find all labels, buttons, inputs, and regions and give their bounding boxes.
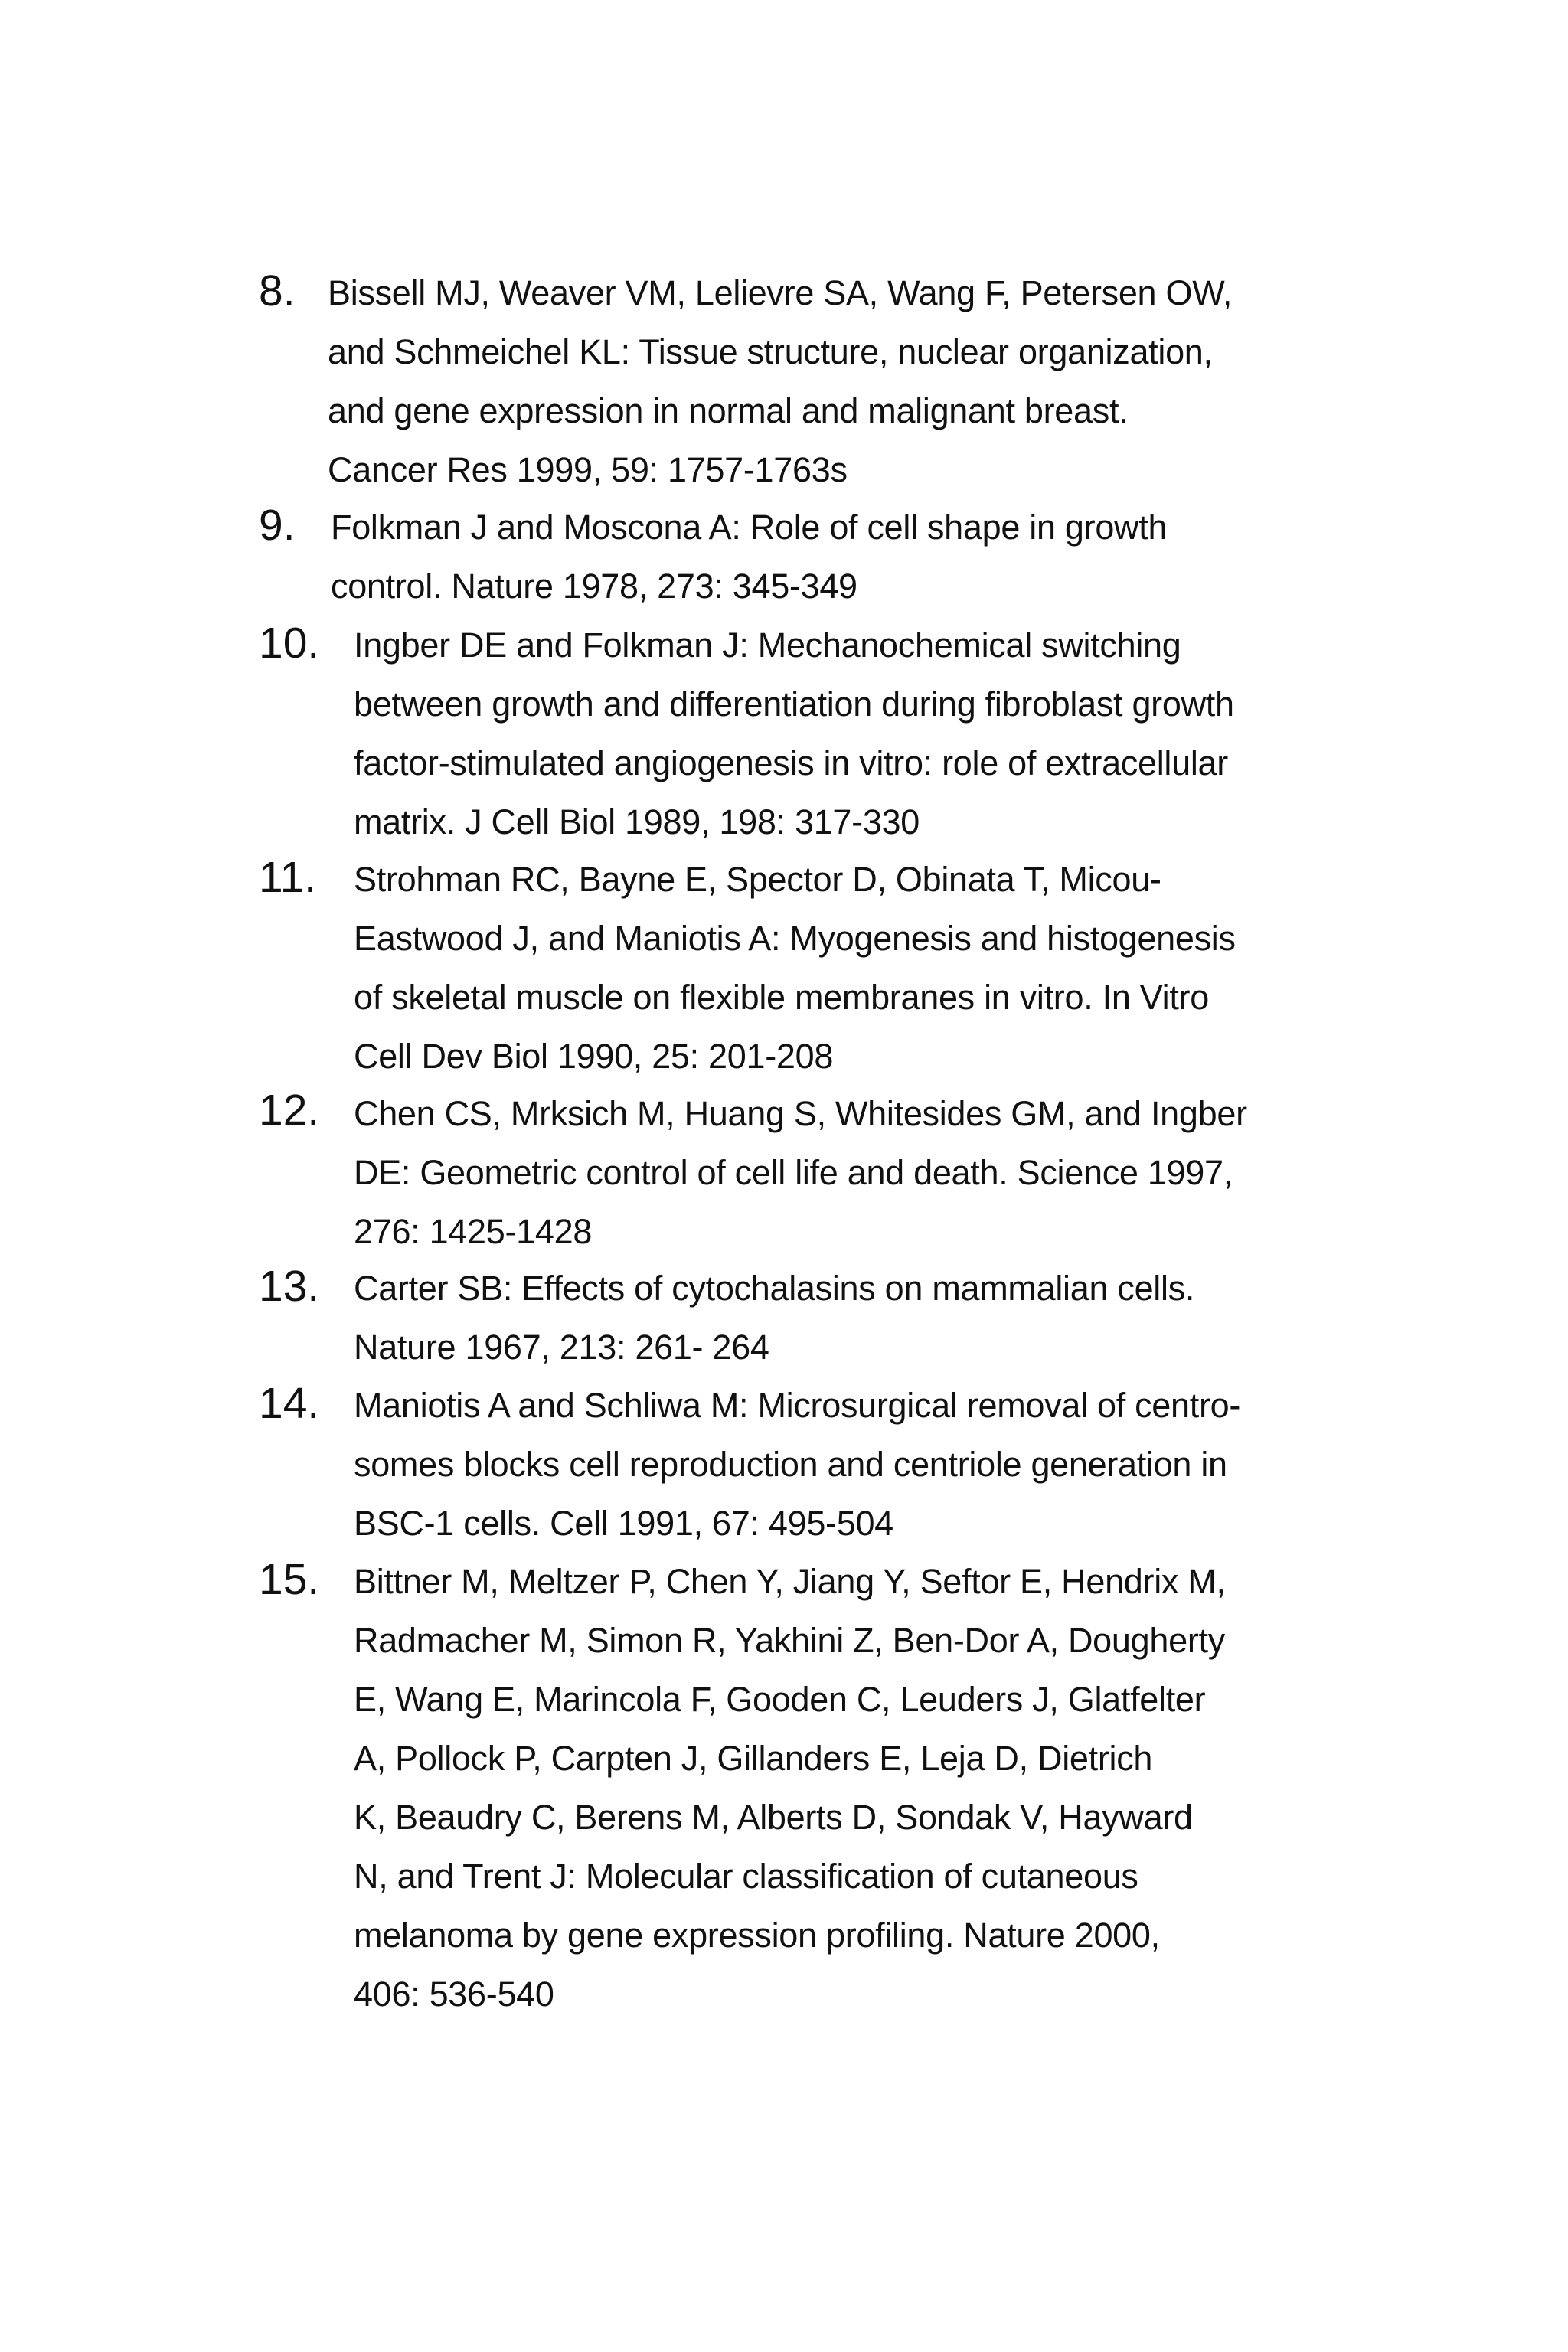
reference-text-line: K, Beaudry C, Berens M, Alberts D, Sondak V, Hayward: [354, 1798, 1193, 1837]
reference-text-line: Bissell MJ, Weaver VM, Lelievre SA, Wang F, Petersen OW,: [328, 273, 1233, 312]
reference-text-line: A, Pollock P, Carpten J, Gillanders E, Leja D, Dietrich: [354, 1739, 1153, 1778]
reference-text-line: Strohman RC, Bayne E, Spector D, Obinata T, Micou-: [354, 860, 1161, 899]
reference-text-line: Eastwood J, and Maniotis A: Myogenesis and histogenesis: [354, 919, 1236, 958]
reference-text-line: Maniotis A and Schliwa M: Microsurgical removal of centro-: [354, 1386, 1241, 1425]
reference-text-line: Cell Dev Biol 1990, 25: 201-208: [354, 1037, 834, 1076]
reference-text-line: Radmacher M, Simon R, Yakhini Z, Ben-Dor A, Dougherty: [354, 1621, 1225, 1660]
reference-text-line: Nature 1967, 213: 261- 264: [354, 1328, 769, 1367]
reference-number: 13.: [259, 1262, 320, 1311]
reference-text-line: 406: 536-540: [354, 1975, 554, 2014]
reference-text-line: factor-stimulated angiogenesis in vitro: role of extracellular: [354, 743, 1228, 782]
reference-text-line: and gene expression in normal and malignant breast.: [328, 391, 1129, 430]
reference-text-line: Carter SB: Effects of cytochalasins on mammalian cells.: [354, 1269, 1195, 1308]
reference-text-line: somes blocks cell reproduction and centriole generation in: [354, 1445, 1227, 1484]
reference-number: 15.: [259, 1555, 320, 1604]
reference-text-line: and Schmeichel KL: Tissue structure, nuclear organization,: [328, 332, 1213, 371]
reference-text-line: Ingber DE and Folkman J: Mechanochemical switching: [354, 626, 1181, 665]
reference-text-line: BSC-1 cells. Cell 1991, 67: 495-504: [354, 1504, 893, 1543]
reference-text-line: control. Nature 1978, 273: 345-349: [331, 567, 858, 606]
reference-text-line: Cancer Res 1999, 59: 1757-1763s: [328, 450, 848, 489]
reference-text-line: matrix. J Cell Biol 1989, 198: 317-330: [354, 802, 920, 841]
reference-number: 10.: [259, 619, 320, 668]
reference-text-line: melanoma by gene expression profiling. Nature 2000,: [354, 1916, 1160, 1955]
reference-number: 11.: [259, 853, 317, 902]
reference-text-line: Bittner M, Meltzer P, Chen Y, Jiang Y, Seftor E, Hendrix M,: [354, 1562, 1226, 1601]
reference-number: 14.: [259, 1379, 320, 1428]
reference-text-line: DE: Geometric control of cell life and death. Science 1997,: [354, 1153, 1233, 1192]
reference-text-line: Folkman J and Moscona A: Role of cell shape in growth: [331, 508, 1168, 547]
reference-text-line: between growth and differentiation during fibroblast growth: [354, 684, 1234, 724]
reference-number: 9.: [259, 501, 296, 550]
reference-text-line: N, and Trent J: Molecular classification of cutaneous: [354, 1857, 1138, 1896]
reference-number: 12.: [259, 1086, 320, 1135]
reference-text-line: E, Wang E, Marincola F, Gooden C, Leuders J, Glatfelter: [354, 1680, 1206, 1719]
reference-text-line: of skeletal muscle on flexible membranes in vitro. In Vitro: [354, 978, 1209, 1017]
reference-text-line: 276: 1425-1428: [354, 1212, 593, 1251]
reference-text-line: Chen CS, Mrksich M, Huang S, Whitesides GM, and Ingber: [354, 1094, 1247, 1133]
reference-number: 8.: [259, 266, 296, 315]
